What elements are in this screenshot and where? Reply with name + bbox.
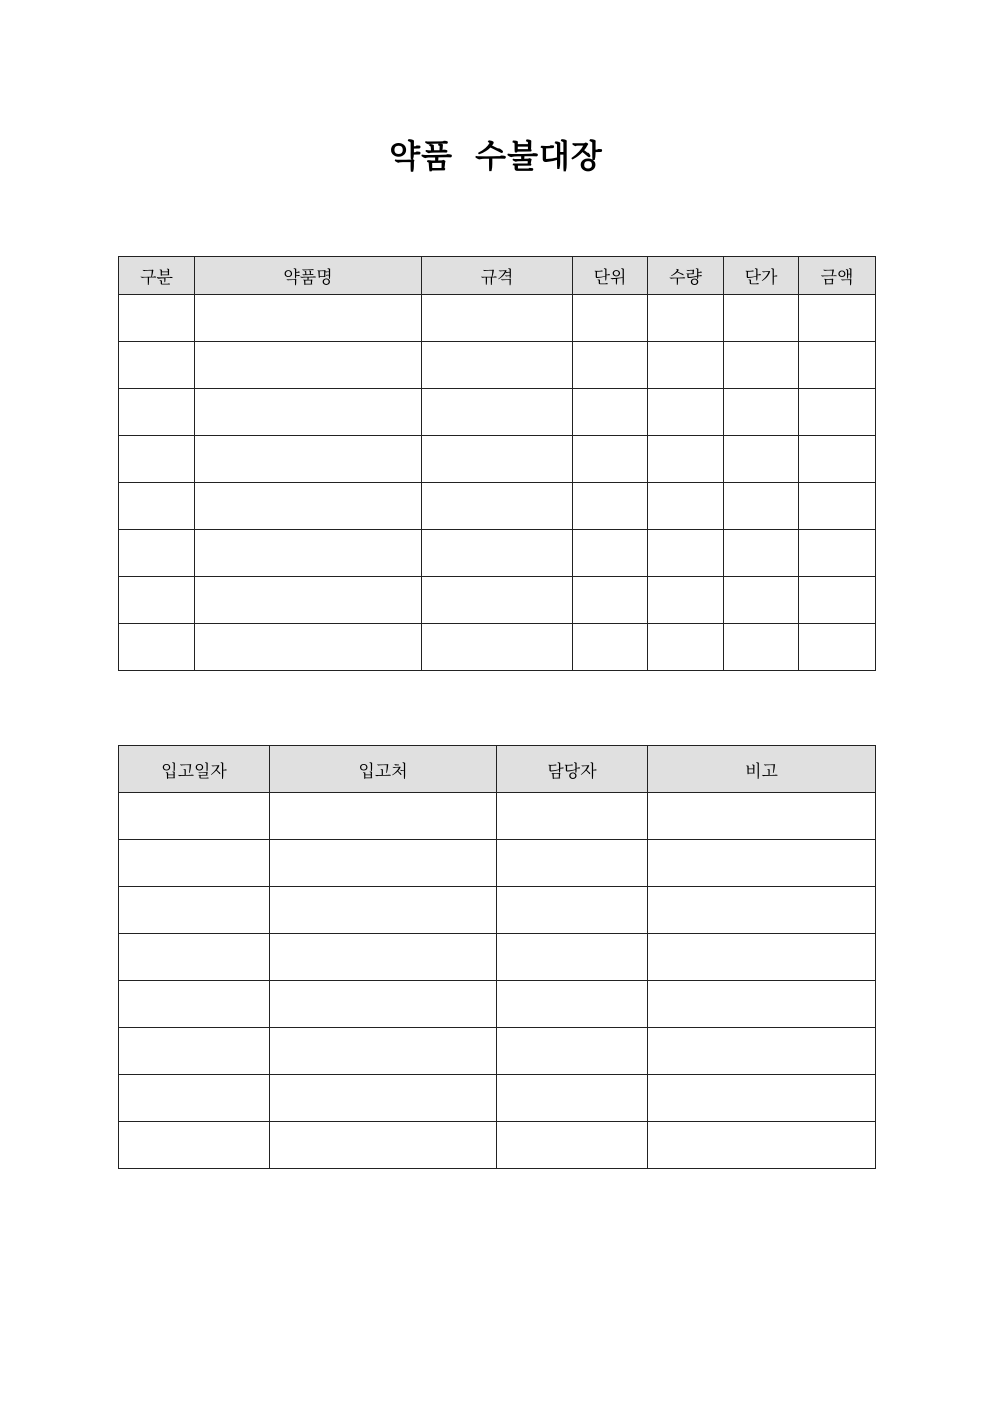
table-cell[interactable]: [422, 436, 573, 483]
table-cell[interactable]: [195, 624, 422, 671]
table-cell[interactable]: [497, 981, 648, 1028]
table-cell[interactable]: [648, 389, 724, 436]
table-cell[interactable]: [119, 887, 270, 934]
table-cell[interactable]: [119, 530, 195, 577]
table-cell[interactable]: [799, 436, 876, 483]
table-cell[interactable]: [799, 577, 876, 624]
table-cell[interactable]: [119, 1122, 270, 1169]
table-cell[interactable]: [648, 483, 724, 530]
table-row: [119, 342, 876, 389]
table-cell[interactable]: [573, 389, 648, 436]
table-cell[interactable]: [497, 1122, 648, 1169]
table-row: [119, 887, 876, 934]
table-cell[interactable]: [648, 436, 724, 483]
table-cell[interactable]: [195, 295, 422, 342]
table-row: [119, 1028, 876, 1075]
table-row: [119, 1122, 876, 1169]
table-cell[interactable]: [648, 887, 876, 934]
table-cell[interactable]: [422, 530, 573, 577]
column-header-amount: 금액: [799, 257, 876, 295]
table-row: [119, 295, 876, 342]
table-header-row: [119, 257, 876, 295]
column-header-quantity: 수량: [648, 257, 724, 295]
table-cell[interactable]: [573, 577, 648, 624]
table-cell[interactable]: [648, 840, 876, 887]
table-header-row: [119, 746, 876, 793]
column-header-supplier: 입고처: [270, 746, 497, 793]
table-cell[interactable]: [422, 295, 573, 342]
table-cell[interactable]: [119, 793, 270, 840]
table-cell[interactable]: [270, 981, 497, 1028]
table-cell[interactable]: [799, 295, 876, 342]
table-row: [119, 530, 876, 577]
table-cell[interactable]: [648, 1075, 876, 1122]
table-cell[interactable]: [497, 793, 648, 840]
table-cell[interactable]: [497, 1028, 648, 1075]
table-cell[interactable]: [648, 295, 724, 342]
table-cell[interactable]: [195, 577, 422, 624]
table-cell[interactable]: [497, 1075, 648, 1122]
table-cell[interactable]: [497, 840, 648, 887]
column-header-category: 구분: [119, 257, 195, 295]
table-cell[interactable]: [497, 934, 648, 981]
document-title: 약품 수불대장: [389, 137, 603, 175]
table-cell[interactable]: [270, 1122, 497, 1169]
table-cell[interactable]: [119, 342, 195, 389]
table-cell[interactable]: [573, 530, 648, 577]
table-cell[interactable]: [422, 577, 573, 624]
table-cell[interactable]: [119, 577, 195, 624]
table-cell[interactable]: [648, 1122, 876, 1169]
table-cell[interactable]: [724, 295, 799, 342]
table-cell[interactable]: [195, 342, 422, 389]
table-cell[interactable]: [119, 840, 270, 887]
table-cell[interactable]: [648, 934, 876, 981]
table-cell[interactable]: [422, 624, 573, 671]
table-cell[interactable]: [119, 981, 270, 1028]
table-cell[interactable]: [270, 1075, 497, 1122]
table-cell[interactable]: [724, 624, 799, 671]
column-header-person-in-charge: 담당자: [497, 746, 648, 793]
column-header-unit: 단위: [573, 257, 648, 295]
table-cell[interactable]: [195, 436, 422, 483]
medicine-ledger-table: [118, 256, 876, 671]
column-header-unit-price: 단가: [724, 257, 799, 295]
table-cell[interactable]: [270, 793, 497, 840]
table-cell[interactable]: [799, 389, 876, 436]
table-row: [119, 483, 876, 530]
table-cell[interactable]: [119, 624, 195, 671]
table-cell[interactable]: [119, 1028, 270, 1075]
table-row: [119, 981, 876, 1028]
table-cell[interactable]: [119, 483, 195, 530]
table-row: [119, 436, 876, 483]
table-cell[interactable]: [195, 483, 422, 530]
table-cell[interactable]: [648, 530, 724, 577]
table-cell[interactable]: [119, 389, 195, 436]
table-cell[interactable]: [270, 1028, 497, 1075]
column-header-remarks: 비고: [648, 746, 876, 793]
column-header-specification: 규격: [422, 257, 573, 295]
table-cell[interactable]: [799, 483, 876, 530]
table-row: [119, 1075, 876, 1122]
table-row: [119, 577, 876, 624]
table-cell[interactable]: [422, 389, 573, 436]
table-cell[interactable]: [270, 934, 497, 981]
table-cell[interactable]: [724, 436, 799, 483]
table-cell[interactable]: [573, 624, 648, 671]
table-row: [119, 389, 876, 436]
table-cell[interactable]: [119, 1075, 270, 1122]
column-header-medicine-name: 약품명: [195, 257, 422, 295]
table-cell[interactable]: [422, 483, 573, 530]
table-cell[interactable]: [119, 934, 270, 981]
table-row: [119, 624, 876, 671]
table-cell[interactable]: [573, 483, 648, 530]
table-cell[interactable]: [119, 295, 195, 342]
table-cell[interactable]: [799, 342, 876, 389]
table-cell[interactable]: [195, 389, 422, 436]
receiving-record-table: [118, 745, 876, 1169]
table-cell[interactable]: [724, 530, 799, 577]
table-cell[interactable]: [724, 342, 799, 389]
column-header-receipt-date: 입고일자: [119, 746, 270, 793]
table-row: [119, 840, 876, 887]
table-cell[interactable]: [195, 530, 422, 577]
table-cell[interactable]: [799, 624, 876, 671]
table-row: [119, 934, 876, 981]
table-cell[interactable]: [573, 295, 648, 342]
table-cell[interactable]: [119, 436, 195, 483]
table-cell[interactable]: [497, 887, 648, 934]
table-cell[interactable]: [648, 1028, 876, 1075]
table-cell[interactable]: [648, 342, 724, 389]
table-cell[interactable]: [422, 342, 573, 389]
table-cell[interactable]: [648, 577, 724, 624]
table-cell[interactable]: [724, 483, 799, 530]
table-cell[interactable]: [270, 840, 497, 887]
table-cell[interactable]: [724, 577, 799, 624]
table-cell[interactable]: [270, 887, 497, 934]
table-cell[interactable]: [724, 389, 799, 436]
table-cell[interactable]: [648, 624, 724, 671]
table-cell[interactable]: [648, 793, 876, 840]
table-cell[interactable]: [799, 530, 876, 577]
table-cell[interactable]: [573, 342, 648, 389]
table-cell[interactable]: [573, 436, 648, 483]
table-cell[interactable]: [648, 981, 876, 1028]
table-row: [119, 793, 876, 840]
